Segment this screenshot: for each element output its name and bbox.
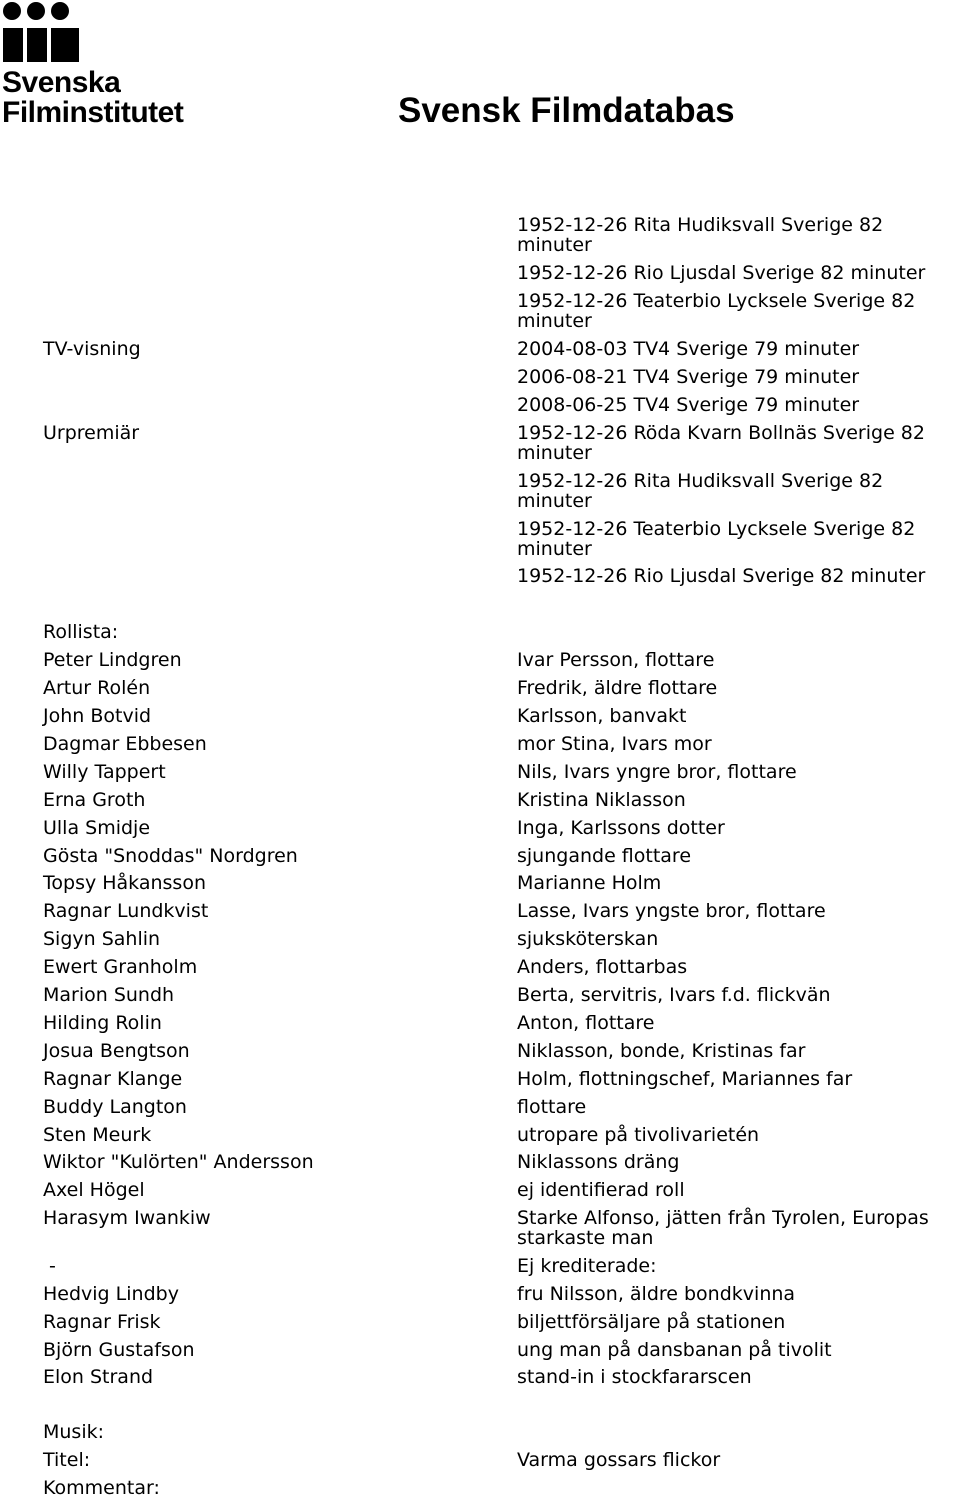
cast-actor: Willy Tappert: [43, 761, 166, 783]
cast-actor: Sigyn Sahlin: [43, 928, 161, 950]
music-heading: Musik:: [43, 1421, 105, 1443]
cast-role: Kristina Niklasson: [517, 789, 686, 811]
cast-actor: Josua Bengtson: [43, 1040, 190, 1062]
cast-actor: Harasym Iwankiw: [43, 1207, 211, 1229]
cast-role: Niklasson, bonde, Kristinas far: [517, 1040, 806, 1062]
tv-broadcast-label: TV-visning: [43, 338, 141, 360]
cast-actor: John Botvid: [43, 705, 152, 727]
cast-actor: Erna Groth: [43, 789, 146, 811]
cast-actor: -: [43, 1255, 56, 1277]
cast-actor: Elon Strand: [43, 1366, 154, 1388]
cast-actor: Sten Meurk: [43, 1124, 152, 1146]
cast-role: Anders, flottarbas: [517, 956, 688, 978]
cast-role: sjungande flottare: [517, 845, 692, 867]
cast-role: Lasse, Ivars yngste bror, flottare: [517, 900, 826, 922]
logo-text-line2: Filminstitutet: [2, 96, 184, 129]
premiere-label: Urpremiär: [43, 422, 140, 444]
cast-actor: Dagmar Ebbesen: [43, 733, 207, 755]
cast-role: stand-in i stockfararscen: [517, 1366, 752, 1388]
cast-role: Karlsson, banvakt: [517, 705, 687, 727]
cast-heading: Rollista:: [43, 621, 119, 643]
cast-actor: Artur Rolén: [43, 677, 151, 699]
cast-actor: Axel Högel: [43, 1179, 145, 1201]
cast-actor: Peter Lindgren: [43, 649, 182, 671]
cast-actor: Ragnar Klange: [43, 1068, 183, 1090]
site-title: Svensk Filmdatabas: [398, 91, 735, 130]
cast-actor: Ragnar Lundkvist: [43, 900, 209, 922]
cast-role: ej identifierad roll: [517, 1179, 685, 1201]
cast-role: Ivar Persson, flottare: [517, 649, 715, 671]
cast-role: fru Nilsson, äldre bondkvinna: [517, 1283, 796, 1305]
cast-role: mor Stina, Ivars mor: [517, 733, 712, 755]
cast-actor: Buddy Langton: [43, 1096, 187, 1118]
cast-actor: Hilding Rolin: [43, 1012, 162, 1034]
cast-actor: Gösta "Snoddas" Nordgren: [43, 845, 298, 867]
cast-role: Marianne Holm: [517, 872, 662, 894]
svenska-filminstitutet-logo: [0, 0, 205, 130]
cast-role: utropare på tivolivarietén: [517, 1124, 760, 1146]
cast-role: flottare: [517, 1096, 587, 1118]
cast-actor: Ragnar Frisk: [43, 1311, 161, 1333]
cast-actor: Ulla Smidje: [43, 817, 151, 839]
cast-role: Starke Alfonso, jätten från Tyrolen, Europas starkaste man: [517, 1207, 929, 1249]
cast-role: Nils, Ivars yngre bror, flottare: [517, 761, 797, 783]
cast-role: biljettförsäljare på stationen: [517, 1311, 786, 1333]
cast-role: Anton, flottare: [517, 1012, 655, 1034]
cast-role: Inga, Karlssons dotter: [517, 817, 725, 839]
cast-role: Holm, flottningschef, Mariannes far: [517, 1068, 853, 1090]
music-title-value: Varma gossars flickor: [517, 1449, 721, 1471]
cast-role: Berta, servitris, Ivars f.d. flickvän: [517, 984, 831, 1006]
cast-role: Niklassons dräng: [517, 1151, 680, 1173]
cast-role: Ej krediterade:: [517, 1255, 657, 1277]
cast-actor: Ewert Granholm: [43, 956, 198, 978]
music-title-label: Titel:: [43, 1449, 91, 1471]
cast-role: ung man på dansbanan på tivolit: [517, 1339, 832, 1361]
cast-actor: Hedvig Lindby: [43, 1283, 179, 1305]
cast-actor: Björn Gustafson: [43, 1339, 195, 1361]
cast-role: Fredrik, äldre flottare: [517, 677, 718, 699]
music-comment-label: Kommentar:: [43, 1477, 160, 1499]
logo-text-line1: Svenska: [2, 66, 121, 99]
cast-actor: Topsy Håkansson: [43, 872, 206, 894]
cast-actor: Marion Sundh: [43, 984, 175, 1006]
cast-actor: Wiktor "Kulörten" Andersson: [43, 1151, 314, 1173]
cast-role: sjuksköterskan: [517, 928, 659, 950]
